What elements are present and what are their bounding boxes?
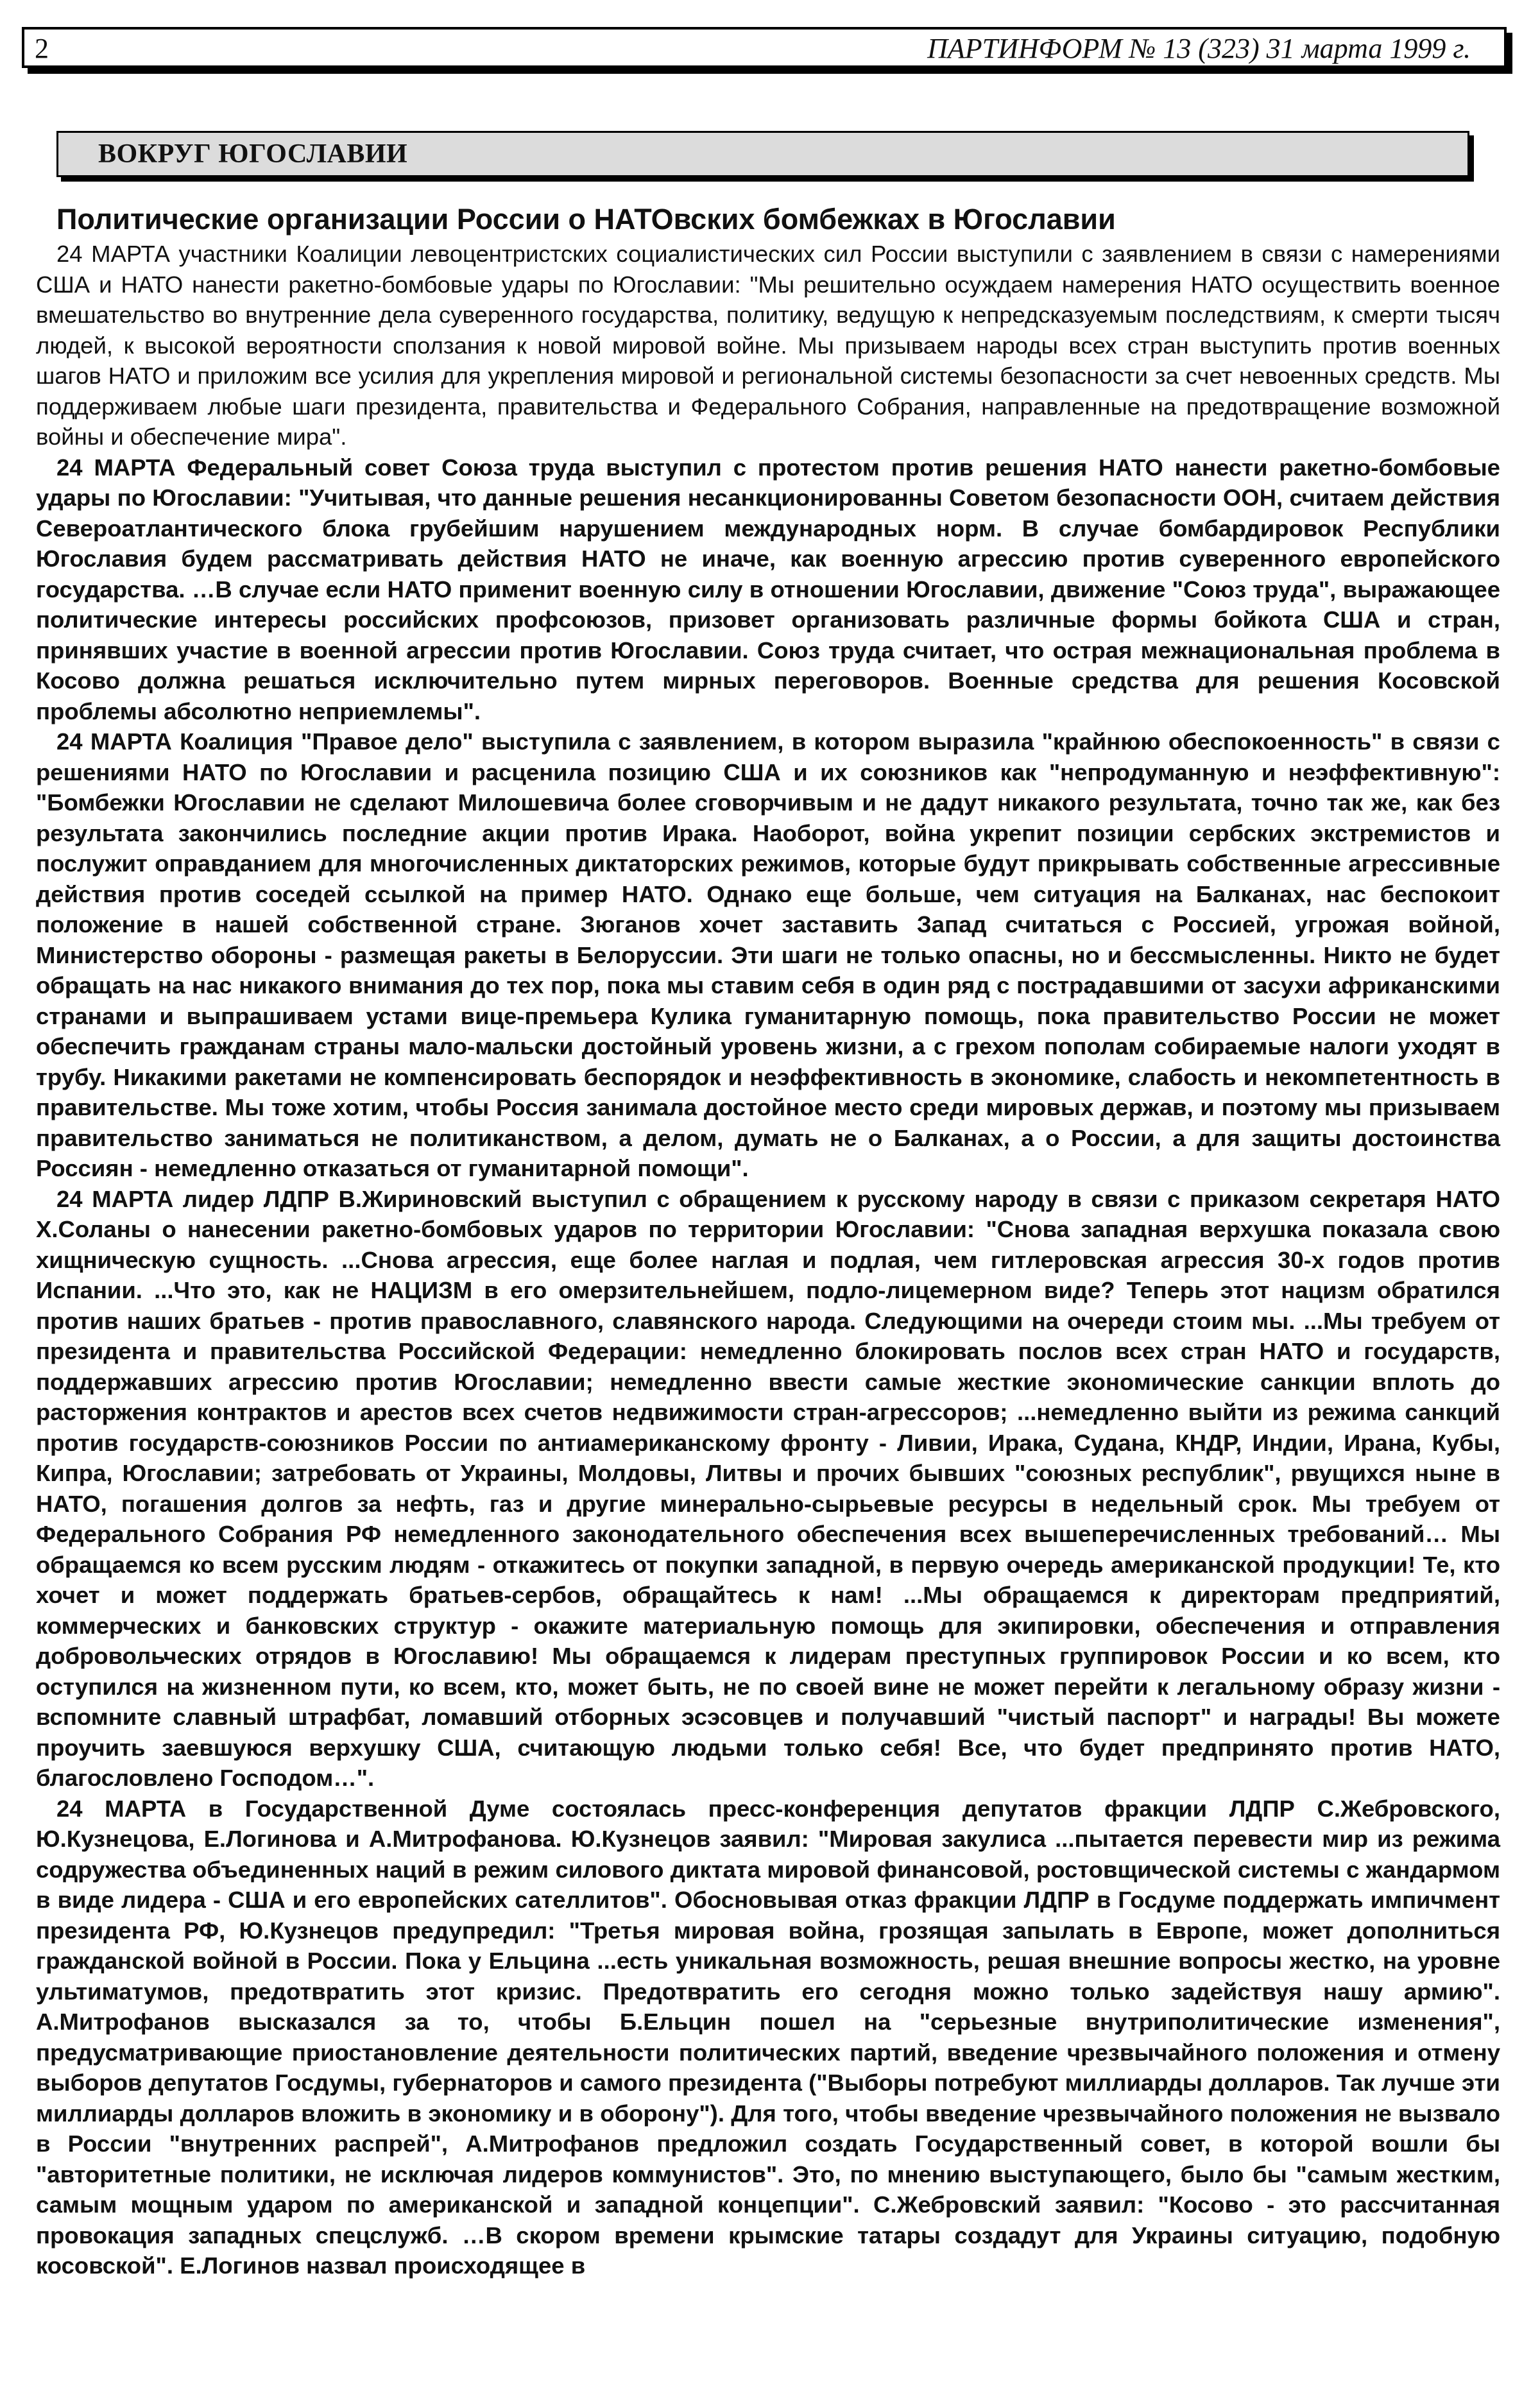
article-paragraph: 24 МАРТА лидер ЛДПР В.Жириновский выступил с обращением к русскому народу в связи с приказом секретаря НАТО Х.Соланы о нанесении ракетно-бомбовых ударов по территории Югославии: "Снова западная верхушка показала свою хищническую сущность. ...Снова агрессия, еще более наглая и подлая, чем гитлеровская агрессия 30-х годов против Испании. ...Что это, как не НАЦИЗМ в его омерзительнейшем, подло-лицемерном виде? Теперь этот нацизм обратился против наших братьев - против православного, славянского народа. Следующими на очереди стоим мы. ...Мы требуем от президента и правительства Российской Федерации: немедленно блокировать послов всех стран НАТО и государств, поддержавших агрессию против Югославии; немедленно ввести самые жесткие экономические санкции вплоть до расторжения контрактов и арестов всех счетов недвижимости стран-агрессоров; ...немедленно выйти из режима санкций против государств-союзников России по антиамериканскому фронту - Ливии, Ирака, Судана, КНДР, Индии, Ирана, Кубы, Кипра, Югославии; затребовать от Украины, Молдовы, Литвы и прочих бывших "союзных республик", рвущихся ныне в НАТО, погашения долгов за нефть, газ и другие минерально-сырьевые ресурсы в недельный срок. Мы требуем от Федерального Собрания РФ немедленного законодательного обеспечения всех вышеперечисленных требований… Мы обращаемся ко всем русским людям - откажитесь от покупки западной, в первую очередь американской продукции! Те, кто хочет и может поддержать братьев-сербов, обращайтесь к нам! ...Мы обращаемся к директорам предприятий, коммерческих и банковских структур - окажите материальную помощь для экипировки, обеспечения и отправления добровольческих отрядов в Югославию! Мы обращаемся к лидерам преступных группировок России и ко всем, кто оступился на жизненном пути, ко всем, кто, может быть, не по своей вине не может перейти к легальному образу жизни - вспомните славный штрафбат, ломавший отборных эсэсовцев и получавший "чистый паспорт" и награды! Вы можете проучить заевшуюся верхушку США, считающую людьми только себя! Все, что будет предпринято против НАТО, благословлено Господом…". [36, 1185, 1500, 1791]
article-title: Политические организации России о НАТОвских бомбежках в Югославии [56, 203, 1116, 236]
section-heading: ВОКРУГ ЮГОСЛАВИИ [56, 131, 1469, 177]
issue-info: ПАРТИНФОРМ № 13 (323) 31 марта 1999 г. [927, 33, 1471, 64]
page-number: 2 [35, 33, 49, 64]
article-paragraph: 24 МАРТА Федеральный совет Союза труда выступил с протестом против решения НАТО нанести ракетно-бомбовые удары по Югославии: "Учитывая, что данные решения несанкционированны Советом безопасности ООН, считаем действия Североатлантического блока грубейшим нарушением международных норм. В случае бомбардировок Республики Югославия будем рассматривать действия НАТО не иначе, как военную агрессию против суверенного европейского государства. …В случае если НАТО применит военную силу в отношении Югославии, движение "Союз труда", выражающее политические интересы российских профсоюзов, призовет организовать различные формы бойкота США и стран, принявших участие в военной агрессии против Югославии. Союз труда считает, что острая межнациональная проблема в Косово должна решаться исключительно путем мирных переговоров. Военные средства для решения Косовской проблемы абсолютно неприемлемы". [36, 454, 1500, 724]
article-body [36, 239, 1500, 2281]
article-paragraph: 24 МАРТА в Государственной Думе состоялась пресс-конференция депутатов фракции ЛДПР С.Жебровского, Ю.Кузнецова, Е.Логинова и А.Митрофанова. Ю.Кузнецов заявил: "Мировая закулиса ...пытается перевести мир из режима содружества объединенных наций в режим силового диктата мировой финансовой, ростовщической системы с жандармом в виде лидера - США и его европейских сателлитов". Обосновывая отказ фракции ЛДПР в Госдуме поддержать импичмент президента РФ, Ю.Кузнецов предупредил: "Третья мировая война, грозящая запылать в Европе, может дополниться гражданской войной в России. Пока у Ельцина ...есть уникальная возможность, решая внешние вопросы жестко, на уровне ультиматумов, предотвратить этот кризис. Предотвратить его сегодня можно только задействуя нашу армию". А.Митрофанов высказался за то, чтобы Б.Ельцин пошел на "серьезные внутриполитические изменения", предусматривающие приостановление деятельности политических партий, введение чрезвычайного положения и отмену выборов депутатов Госдумы, губернаторов и самого президента ("Выборы потребуют миллиарды долларов. Так лучше эти миллиарды долларов вложить в экономику и в оборону"). Для того, чтобы введение чрезвычайного положения не вызвало в России "внутренних распрей", А.Митрофанов предложил создать Государственный совет, в которой вошли бы "авторитетные политики, не исключая лидеров коммунистов". Это, по мнению выступающего, было бы "самым жестким, самым мощным ударом по американской и западной концепции". С.Жебровский заявил: "Косово - это рассчитанная провокация западных спецслужб. …В скором времени крымские татары создадут для Украины ситуацию, подобную косовской". Е.Логинов назвал происходящее в [36, 1795, 1500, 2279]
article-paragraph: 24 МАРТА участники Коалиции левоцентристских социалистических сил России выступили с заявлением в связи с намерениями США и НАТО нанести ракетно-бомбовые удары по Югославии: "Мы решительно осуждаем намерения НАТО осуществить военное вмешательство во внутренние дела суверенного государства, политику, ведущую к непредсказуемым последствиям, к смерти тысяч людей, к высокой вероятности сползания к новой мировой войне. Мы призываем народы всех стран выступить против военных шагов НАТО и приложим все усилия для укрепления мировой и региональной системы безопасности за счет невоенных средств. Мы поддерживаем любые шаги президента, правительства и Федерального Собрания, направленные на предотвращение возможной войны и обеспечение мира". [36, 241, 1500, 450]
article-paragraph: 24 МАРТА Коалиция "Правое дело" выступила с заявлением, в котором выразила "крайнюю обеспокоенность" в связи с решениями НАТО по Югославии и расценила позицию США и их союзников как "непродуманную и неэффективную": "Бомбежки Югославии не сделают Милошевича более сговорчивым и не дадут никакого результата, точно так же, как без результата закончились последние акции против Ирака. Наоборот, война укрепит позиции сербских экстремистов и послужит оправданием для многочисленных диктаторских режимов, которые будут прикрывать собственные агрессивные действия против соседей ссылкой на пример НАТО. Однако еще больше, чем ситуация на Балканах, нас беспокоит положение в нашей собственной стране. Зюганов хочет заставить Запад считаться с Россией, угрожая войной, Министерство обороны - размещая ракеты в Белоруссии. Эти шаги не только опасны, но и бессмысленны. Никто не будет обращать на нас никакого внимания до тех пор, пока мы ставим себя в один ряд с пострадавшими от засухи африканскими странами и выпрашиваем устами вице-премьера Кулика гуманитарную помощь, пока правительство России не может обеспечить гражданам страны мало-мальски достойный уровень жизни, а с грехом пополам собираемые налоги уходят в трубу. Никакими ракетами не компенсировать беспорядок и неэффективность в экономике, слабость и некомпетентность в правительстве. Мы тоже хотим, чтобы Россия занимала достойное место среди мировых держав, и поэтому мы призываем правительство заниматься не политиканством, а делом, думать не о Балканах, а о России, а для защиты достоинства Россиян - немедленно отказаться от гуманитарной помощи". [36, 728, 1500, 1181]
page-header [22, 27, 1507, 68]
